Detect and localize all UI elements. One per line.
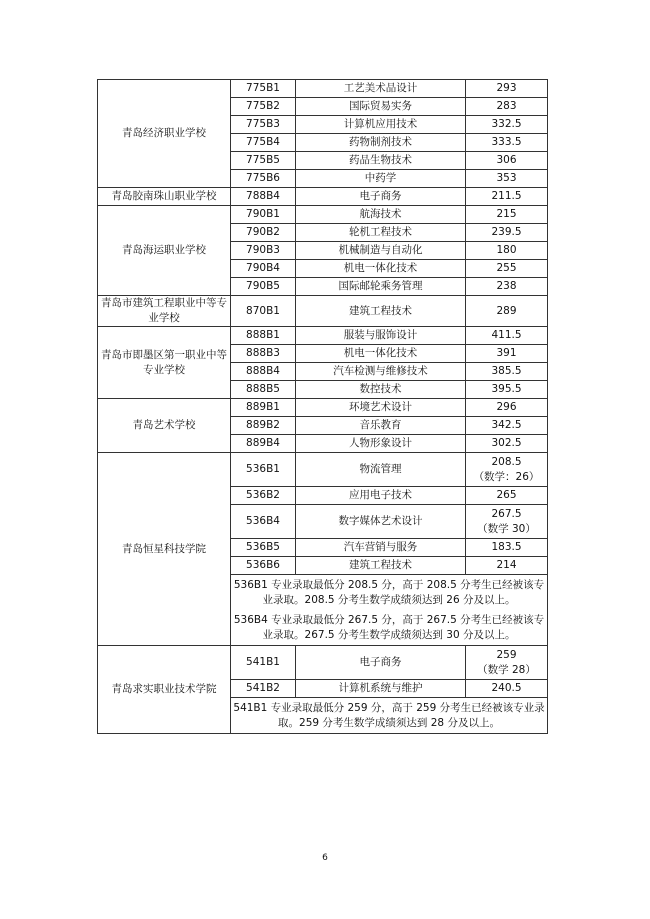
major-code-cell: 536B4 [231, 505, 296, 539]
min-score-value: 180 [496, 244, 517, 256]
min-score-value: 239.5 [491, 226, 522, 238]
major-code-cell: 790B3 [231, 242, 296, 260]
major-name-cell: 建筑工程技术 [296, 296, 466, 327]
page-number: 6 [322, 853, 328, 863]
major-name-cell: 国际邮轮乘务管理 [296, 278, 466, 296]
math-requirement: （数学 28） [477, 663, 536, 676]
min-score-value: 353 [496, 172, 517, 184]
major-name-cell: 机电一体化技术 [296, 260, 466, 278]
min-score-cell [466, 242, 548, 260]
min-score-value: 333.5 [491, 136, 522, 148]
major-name-cell: 应用电子技术 [296, 487, 466, 505]
major-code-cell: 790B2 [231, 224, 296, 242]
min-score-value: 332.5 [491, 118, 522, 130]
min-score-cell [466, 487, 548, 505]
min-score-cell [466, 296, 548, 327]
table-row [98, 188, 548, 206]
major-name-cell: 国际贸易实务 [296, 98, 466, 116]
major-code-cell: 775B5 [231, 152, 296, 170]
min-score-cell [466, 646, 548, 680]
min-score-value: 283 [496, 100, 517, 112]
min-score-cell [466, 98, 548, 116]
min-score-cell [466, 278, 548, 296]
major-name-cell: 数字媒体艺术设计 [296, 505, 466, 539]
min-score-value: 215 [496, 208, 517, 220]
major-name-cell: 中药学 [296, 170, 466, 188]
major-code-cell: 775B3 [231, 116, 296, 134]
min-score-cell [466, 539, 548, 557]
min-score-cell [466, 327, 548, 345]
major-code-cell: 775B4 [231, 134, 296, 152]
admission-score-table [97, 79, 548, 734]
min-score-cell [466, 453, 548, 487]
major-name-cell: 机械制造与自动化 [296, 242, 466, 260]
school-name-cell: 青岛恒星科技学院 [98, 453, 231, 646]
min-score-value: 342.5 [491, 419, 522, 431]
min-score-value: 240.5 [491, 682, 522, 694]
min-score-value: 391 [496, 347, 517, 359]
major-name-cell: 人物形象设计 [296, 435, 466, 453]
major-name-cell: 建筑工程技术 [296, 557, 466, 575]
min-score-cell [466, 188, 548, 206]
admission-note: 541B1 专业录取最低分 259 分，高于 259 分考生已经被该专业录取。259 分考生数学成绩须达到 28 分及以上。 [231, 698, 548, 734]
table-row [98, 453, 548, 487]
min-score-value: 293 [496, 82, 517, 94]
school-name-cell: 青岛求实职业技术学院 [98, 646, 231, 734]
major-name-cell: 机电一体化技术 [296, 345, 466, 363]
table-row [98, 206, 548, 224]
table-row [98, 80, 548, 98]
major-code-cell: 775B1 [231, 80, 296, 98]
major-code-cell: 790B5 [231, 278, 296, 296]
min-score-cell [466, 417, 548, 435]
min-score-cell [466, 435, 548, 453]
school-name-cell: 青岛经济职业学校 [98, 80, 231, 188]
major-code-cell: 888B5 [231, 381, 296, 399]
math-requirement: （数学 30） [477, 522, 536, 535]
min-score-value: 385.5 [491, 365, 522, 377]
major-code-cell: 889B2 [231, 417, 296, 435]
major-name-cell: 轮机工程技术 [296, 224, 466, 242]
major-code-cell: 888B1 [231, 327, 296, 345]
table-body [98, 80, 548, 734]
min-score-value: 395.5 [491, 383, 522, 395]
min-score-cell [466, 363, 548, 381]
major-name-cell: 电子商务 [296, 646, 466, 680]
major-code-cell: 775B6 [231, 170, 296, 188]
min-score-value: 255 [496, 262, 517, 274]
major-code-cell: 870B1 [231, 296, 296, 327]
table-row [98, 646, 548, 680]
min-score-cell [466, 170, 548, 188]
major-name-cell: 工艺美术品设计 [296, 80, 466, 98]
min-score-value: 238 [496, 280, 517, 292]
admission-note: 536B4 专业录取最低分 267.5 分，高于 267.5 分考生已经被该专业录取。267.5 分考生数学成绩须达到 30 分及以上。 [231, 610, 548, 646]
min-score-cell [466, 680, 548, 698]
major-code-cell: 888B4 [231, 363, 296, 381]
min-score-cell [466, 345, 548, 363]
min-score-cell [466, 134, 548, 152]
min-score-cell [466, 224, 548, 242]
min-score-cell [466, 206, 548, 224]
min-score-cell [466, 381, 548, 399]
major-name-cell: 计算机系统与维护 [296, 680, 466, 698]
min-score-cell [466, 557, 548, 575]
school-name-cell: 青岛海运职业学校 [98, 206, 231, 296]
table-row [98, 296, 548, 327]
major-name-cell: 电子商务 [296, 188, 466, 206]
major-code-cell: 889B4 [231, 435, 296, 453]
min-score-value: 289 [496, 304, 517, 317]
math-requirement: （数学：26） [473, 470, 540, 483]
admission-note: 536B1 专业录取最低分 208.5 分，高于 208.5 分考生已经被该专业录取。208.5 分考生数学成绩须达到 26 分及以上。 [231, 575, 548, 611]
min-score-value: 214 [496, 559, 517, 571]
table-row [98, 399, 548, 417]
major-code-cell: 788B4 [231, 188, 296, 206]
min-score-cell [466, 399, 548, 417]
min-score-cell [466, 505, 548, 539]
major-name-cell: 音乐教育 [296, 417, 466, 435]
major-name-cell: 药物制剂技术 [296, 134, 466, 152]
min-score-value: 265 [496, 489, 517, 501]
major-code-cell: 536B2 [231, 487, 296, 505]
major-code-cell: 790B4 [231, 260, 296, 278]
major-code-cell: 775B2 [231, 98, 296, 116]
major-name-cell: 药品生物技术 [296, 152, 466, 170]
table-row [98, 327, 548, 345]
min-score-value: 306 [496, 154, 517, 166]
school-name-cell: 青岛胶南珠山职业学校 [98, 188, 231, 206]
min-score-value: 302.5 [491, 437, 522, 449]
min-score-value: 208.5 [491, 455, 522, 468]
major-name-cell: 汽车检测与维修技术 [296, 363, 466, 381]
min-score-value: 211.5 [491, 190, 522, 202]
major-code-cell: 536B6 [231, 557, 296, 575]
school-name-cell: 青岛艺术学校 [98, 399, 231, 453]
major-name-cell: 环境艺术设计 [296, 399, 466, 417]
min-score-value: 267.5 [491, 507, 522, 520]
major-code-cell: 541B1 [231, 646, 296, 680]
major-name-cell: 汽车营销与服务 [296, 539, 466, 557]
min-score-value: 411.5 [491, 329, 522, 341]
major-code-cell: 790B1 [231, 206, 296, 224]
min-score-cell [466, 80, 548, 98]
min-score-cell [466, 116, 548, 134]
min-score-value: 296 [496, 401, 517, 413]
major-name-cell: 航海技术 [296, 206, 466, 224]
min-score-value: 259 [496, 648, 517, 661]
major-code-cell: 536B1 [231, 453, 296, 487]
school-name-cell: 青岛市即墨区第一职业中等专业学校 [98, 327, 231, 399]
min-score-cell [466, 260, 548, 278]
major-name-cell: 数控技术 [296, 381, 466, 399]
min-score-value: 183.5 [491, 541, 522, 553]
major-name-cell: 物流管理 [296, 453, 466, 487]
major-name-cell: 服装与服饰设计 [296, 327, 466, 345]
major-code-cell: 888B3 [231, 345, 296, 363]
major-name-cell: 计算机应用技术 [296, 116, 466, 134]
min-score-cell [466, 152, 548, 170]
major-code-cell: 889B1 [231, 399, 296, 417]
school-name-cell: 青岛市建筑工程职业中等专业学校 [98, 296, 231, 327]
major-code-cell: 536B5 [231, 539, 296, 557]
major-code-cell: 541B2 [231, 680, 296, 698]
